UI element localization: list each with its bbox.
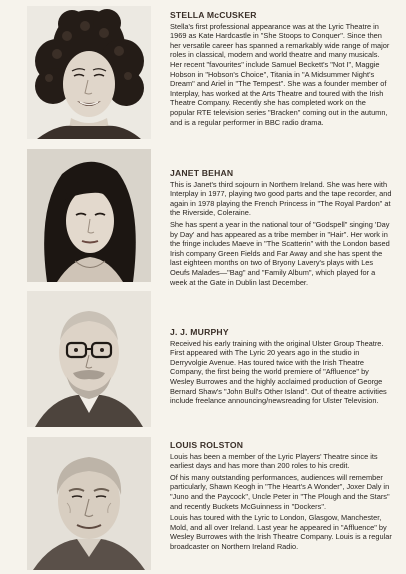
bio-paragraph: This is Janet's third sojourn in Northern Ireland. She was here with Interplay in 1977, playing two good parts and the tape recorder, and again in 1978 playing the French Princess in "The Royal Pardon" at the Riverside, Coleraine. xyxy=(170,179,392,218)
bio-stella-mccusker xyxy=(170,11,392,127)
actor-name: LOUIS ROLSTON xyxy=(170,440,244,450)
bio-paragraph: She has spent a year in the national tour of "Godspell" singing 'Day by Day' and has appeared as a tribe member in "Hair". Her work in the fringe includes Maeve in "The Scatterin" with the London based Irish company Green Fields and Far Away and she has spent the last eighteen months on two of Bryony Lavery's plays with Les Oeufs Malades—"Bag" and "Family Album", which played for a week at the Gate in Dublin last December. xyxy=(170,219,390,287)
actor-name: STELLA McCUSKER xyxy=(170,10,257,20)
portrait-image xyxy=(27,149,151,282)
actor-name: JANET BEHAN xyxy=(170,168,234,178)
bio-janet-behan xyxy=(170,169,392,287)
portrait-image xyxy=(27,6,151,139)
bio-louis-rolston xyxy=(170,441,392,552)
portrait-janet-behan xyxy=(27,149,151,282)
bio-paragraph: Louis has been a member of the Lyric Players' Theatre since its earliest days and has more than 200 roles to his credit. xyxy=(170,451,378,471)
portrait-stella-mccusker xyxy=(27,6,151,139)
bio-paragraph: Louis has toured with the Lyric to London, Glasgow, Manchester, Mold, and all over Ireland. Last year he appeared in "Affluence" by Wesley Burrowes with the Irish Theatre Company. Louis is a regular broadcaster on Northern Ireland Radio. xyxy=(170,513,392,551)
portrait-louis-rolston xyxy=(27,437,151,570)
bio-jj-murphy xyxy=(170,328,392,406)
bio-paragraph: Stella's first professional appearance was at the Lyric Theatre in 1969 as Kate Hardcastle in "She Stoops to Conquer". Since then her versatile career has spanned a remarkably wide range of major roles in classical, modern and world theatre and many musicals. Her recent "favourites" include Samuel Beckett's "Not I", Maggie Hobson in "Hobson's Choice", Titania in "A Midsummer Night's Dream" and Ariel in "The Tempest". She was a founder member of Interplay, has worked at the Arts Theatre and toured with the Irish Theatre Company. Recently she has completed work on the popular RTE television series "Bracken" coming out in the autumn, and is a regular performer in BBC radio drama. xyxy=(170,21,390,127)
portrait-image xyxy=(27,291,151,427)
bio-paragraph: Of his many outstanding performances, audiences will remember particularly, Shawn Keogh in "The Heart's A Wonder", Joxer Daly in "Juno and the Paycock", Uncle Peter in "The Plough and the Stars" and recently Buckets McGuinness in "Dockers". xyxy=(170,472,390,511)
bio-paragraph: Received his early training with the original Ulster Group Theatre. First appeared with The Lyric 20 years ago in the studio in Derryvolgie Avenue. Has toured twice with the Irish Theatre Company, the first being the world premiere of "Affluence" by Wesley Burrowes and the highly acclaimed production of George Bernard Shaw's "John Bull's Other Island". Out of theatre activities include freelance announcing/newsreading for Ulster Television. xyxy=(170,338,387,406)
portrait-image xyxy=(27,437,151,570)
portrait-jj-murphy xyxy=(27,291,151,427)
actor-name: J. J. MURPHY xyxy=(170,327,229,337)
